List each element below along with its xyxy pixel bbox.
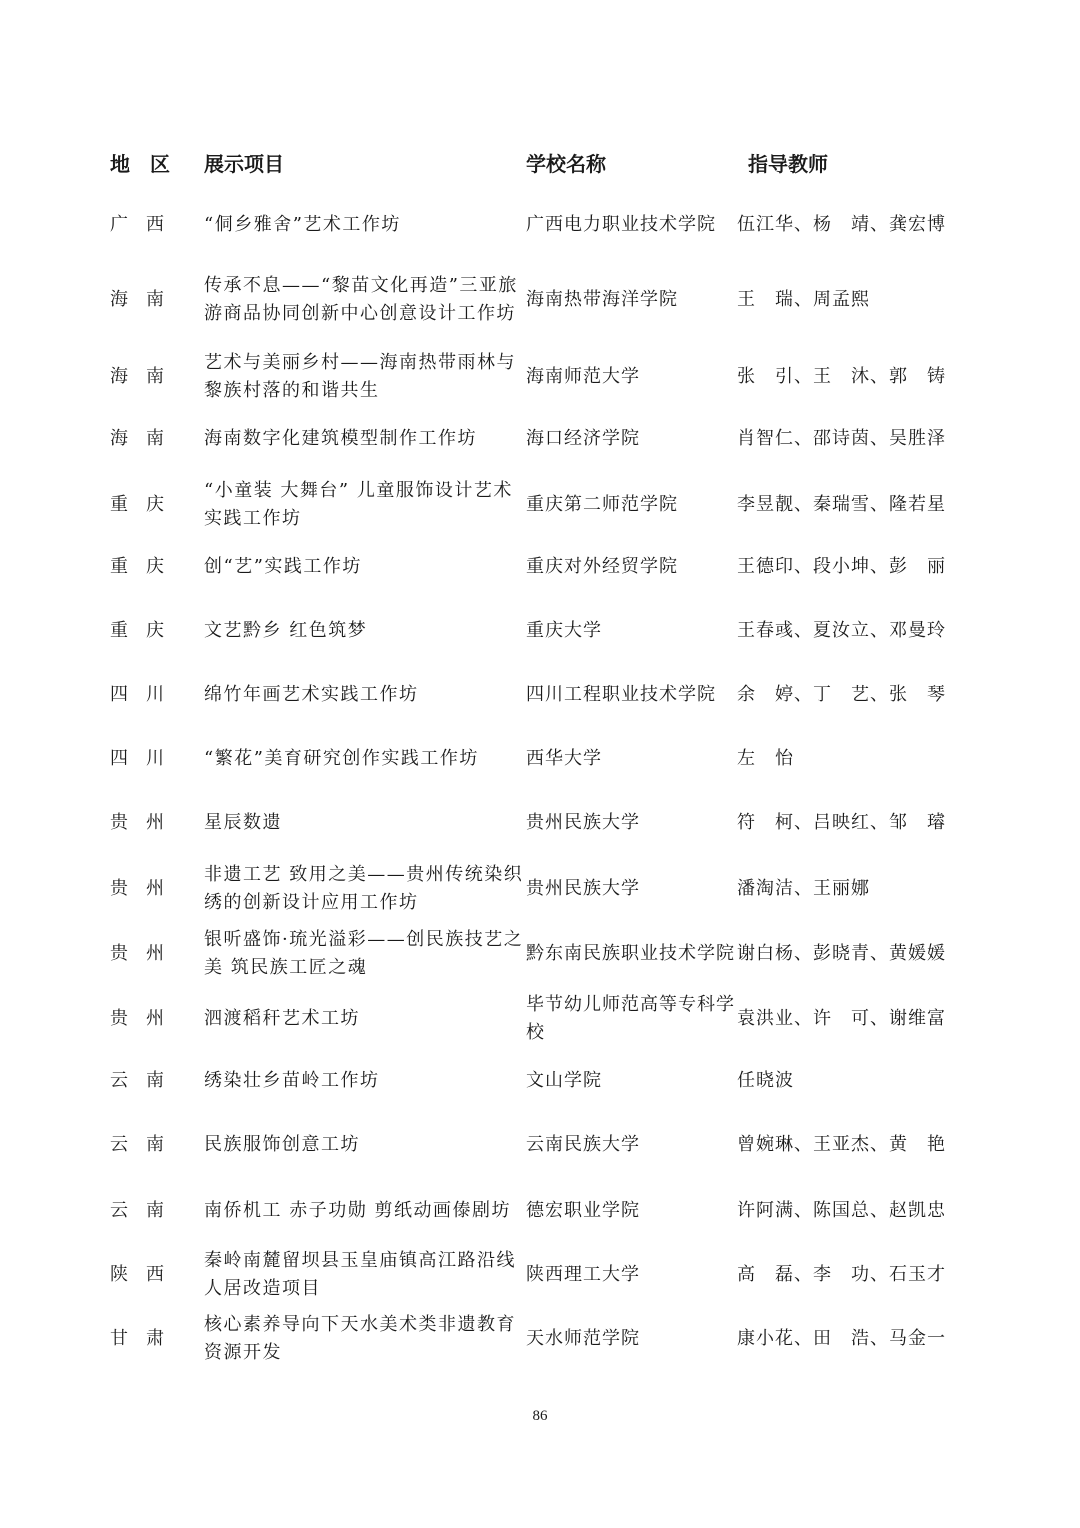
- cell-project: [204, 1124, 524, 1166]
- table-row: [0, 257, 1080, 343]
- cell-region-text: 重 庆: [110, 494, 164, 515]
- cell-teachers-text: 肖智仁、邵诗茵、吴胜泽: [737, 428, 946, 449]
- cell-school-text: 重庆对外经贸学院: [526, 556, 678, 577]
- cell-teachers: [737, 674, 967, 716]
- table-header: [0, 142, 1080, 182]
- cell-region-text: 贵 州: [110, 878, 164, 899]
- table-row: [0, 860, 1080, 918]
- cell-region-text: 贵 州: [110, 1008, 164, 1029]
- cell-project-text: “侗乡雅舍”艺术工作坊: [204, 214, 401, 235]
- cell-school: [526, 1182, 736, 1240]
- cell-region: [110, 207, 200, 243]
- cell-teachers-text: 袁洪业、许 可、谢维富: [737, 1008, 946, 1029]
- cell-project: [204, 418, 524, 460]
- table-row: [0, 546, 1080, 588]
- header-school: 学校名称: [526, 152, 606, 176]
- cell-school-text: 海口经济学院: [526, 428, 640, 449]
- cell-region-text: 海 南: [110, 428, 164, 449]
- cell-school-text: 海南热带海洋学院: [526, 289, 678, 310]
- cell-teachers-text: 高 磊、李 功、石玉才: [737, 1264, 946, 1285]
- cell-region-text: 云 南: [110, 1070, 164, 1091]
- table-row: [0, 1246, 1080, 1304]
- cell-region: [110, 476, 200, 534]
- table-row: [0, 348, 1080, 406]
- cell-project: [204, 348, 524, 406]
- cell-region: [110, 1246, 200, 1304]
- cell-project-text: 文艺黔乡 红色筑梦: [204, 620, 368, 641]
- header-project: 展示项目: [204, 152, 284, 176]
- cell-school-text: 天水师范学院: [526, 1328, 640, 1349]
- cell-school-text: 贵州民族大学: [526, 812, 640, 833]
- cell-teachers-text: 谢白杨、彭晓青、黄媛媛: [737, 943, 946, 964]
- cell-region-text: 海 南: [110, 289, 164, 310]
- cell-project-text: 泗渡稻秆艺术工坊: [204, 1008, 360, 1029]
- cell-school-text: 陕西理工大学: [526, 1264, 640, 1285]
- cell-teachers: [737, 802, 967, 844]
- cell-school: [526, 1124, 736, 1166]
- cell-teachers: [737, 738, 967, 780]
- page-number: 86: [532, 1408, 548, 1424]
- cell-teachers: [737, 1182, 967, 1240]
- cell-project-text: “繁花”美育研究创作实践工作坊: [204, 748, 479, 769]
- cell-region-text: 重 庆: [110, 556, 164, 577]
- cell-region: [110, 738, 200, 780]
- cell-school: [526, 802, 736, 844]
- cell-teachers-text: 王 瑞、周孟熙: [737, 289, 870, 310]
- cell-teachers: [737, 418, 967, 460]
- cell-school-text: 重庆大学: [526, 620, 602, 641]
- cell-teachers: [737, 546, 967, 588]
- table-row: [0, 738, 1080, 780]
- table-row: [0, 610, 1080, 652]
- cell-project-text: 民族服饰创意工坊: [204, 1134, 360, 1155]
- cell-teachers: [737, 860, 967, 918]
- cell-school: [526, 476, 736, 534]
- cell-project: [204, 802, 524, 844]
- cell-region: [110, 924, 200, 984]
- table-row: [0, 1310, 1080, 1368]
- cell-teachers-text: 张 引、王 沐、郭 铸: [737, 366, 946, 387]
- cell-region: [110, 1060, 200, 1102]
- cell-school-text: 广西电力职业技术学院: [526, 214, 716, 235]
- table-row: [0, 990, 1080, 1048]
- cell-project: [204, 1060, 524, 1102]
- table-row: [0, 924, 1080, 984]
- cell-project: [204, 860, 524, 918]
- cell-region-text: 云 南: [110, 1200, 164, 1221]
- cell-region: [110, 546, 200, 588]
- table-row: [0, 476, 1080, 534]
- cell-teachers: [737, 348, 967, 406]
- cell-school-text: 黔东南民族职业技术学院: [526, 943, 735, 964]
- cell-region-text: 四 川: [110, 684, 164, 705]
- cell-teachers-text: 潘淘洁、王丽娜: [737, 878, 870, 899]
- cell-teachers: [737, 610, 967, 652]
- table-row: [0, 802, 1080, 844]
- cell-teachers: [737, 476, 967, 534]
- cell-region-text: 海 南: [110, 366, 164, 387]
- cell-teachers-text: 许阿满、陈国总、赵凯忠: [737, 1200, 946, 1221]
- cell-project: [204, 738, 524, 780]
- cell-teachers-text: 王德印、段小坤、彭 丽: [737, 556, 946, 577]
- cell-project-text: 艺术与美丽乡村——海南热带雨林与黎族村落的和谐共生: [204, 352, 516, 401]
- cell-school-text: 文山学院: [526, 1070, 602, 1091]
- cell-teachers-text: 余 婷、丁 艺、张 琴: [737, 684, 946, 705]
- cell-region-text: 贵 州: [110, 943, 164, 964]
- cell-project-text: 传承不息——“黎苗文化再造”三亚旅游商品协同创新中心创意设计工作坊: [204, 275, 518, 324]
- cell-project: [204, 1246, 524, 1304]
- cell-region: [110, 990, 200, 1048]
- cell-project: [204, 674, 524, 716]
- cell-region-text: 重 庆: [110, 620, 164, 641]
- cell-project-text: 创“艺”实践工作坊: [204, 556, 362, 577]
- cell-teachers: [737, 1060, 967, 1102]
- cell-project: [204, 207, 524, 243]
- cell-school: [526, 924, 736, 984]
- cell-region: [110, 674, 200, 716]
- cell-teachers-text: 李昱靓、秦瑞雪、隆若星: [737, 494, 946, 515]
- cell-school: [526, 1310, 736, 1368]
- cell-project: [204, 610, 524, 652]
- cell-school: [526, 1246, 736, 1304]
- cell-project-text: 海南数字化建筑模型制作工作坊: [204, 428, 477, 449]
- cell-region: [110, 802, 200, 844]
- cell-teachers: [737, 257, 967, 343]
- cell-school-text: 四川工程职业技术学院: [526, 684, 716, 705]
- cell-region: [110, 1124, 200, 1166]
- cell-region: [110, 1310, 200, 1368]
- cell-project-text: 绵竹年画艺术实践工作坊: [204, 684, 419, 705]
- cell-teachers-text: 任晓波: [737, 1070, 794, 1091]
- cell-region: [110, 348, 200, 406]
- cell-school: [526, 1060, 736, 1102]
- cell-teachers-text: 王春彧、夏汝立、邓曼玲: [737, 620, 946, 641]
- cell-project: [204, 546, 524, 588]
- cell-project: [204, 990, 524, 1048]
- cell-project-text: 秦岭南麓留坝县玉皇庙镇高江路沿线人居改造项目: [204, 1250, 516, 1299]
- cell-project-text: 南侨机工 赤子功勋 剪纸动画傣剧坊: [204, 1200, 511, 1221]
- cell-teachers: [737, 990, 967, 1048]
- cell-school-text: 贵州民族大学: [526, 878, 640, 899]
- cell-region-text: 四 川: [110, 748, 164, 769]
- table-row: [0, 1124, 1080, 1166]
- cell-school-text: 西华大学: [526, 748, 602, 769]
- cell-teachers: [737, 924, 967, 984]
- cell-school-text: 云南民族大学: [526, 1134, 640, 1155]
- header-teacher: 指导教师: [748, 152, 828, 176]
- cell-school: [526, 348, 736, 406]
- table-row: [0, 1060, 1080, 1102]
- cell-region-text: 陕 西: [110, 1264, 164, 1285]
- cell-project: [204, 924, 524, 984]
- cell-school: [526, 738, 736, 780]
- cell-teachers: [737, 1124, 967, 1166]
- cell-region: [110, 418, 200, 460]
- cell-project-text: 核心素养导向下天水美术类非遗教育资源开发: [204, 1314, 516, 1363]
- cell-teachers-text: 曾婉琳、王亚杰、黄 艳: [737, 1134, 946, 1155]
- cell-project-text: 银听盛饰·琉光溢彩——创民族技艺之美 筑民族工匠之魂: [204, 929, 524, 978]
- cell-teachers-text: 符 柯、吕映红、邹 璿: [737, 812, 946, 833]
- cell-school: [526, 990, 736, 1048]
- cell-school: [526, 257, 736, 343]
- cell-region: [110, 610, 200, 652]
- cell-teachers-text: 左 怡: [737, 748, 794, 769]
- cell-teachers: [737, 1310, 967, 1368]
- cell-region-text: 广 西: [110, 214, 164, 235]
- cell-region: [110, 1182, 200, 1240]
- cell-project: [204, 1310, 524, 1368]
- cell-teachers: [737, 1246, 967, 1304]
- cell-project: [204, 476, 524, 534]
- cell-teachers-text: 伍江华、杨 靖、龚宏博: [737, 214, 946, 235]
- cell-school: [526, 546, 736, 588]
- cell-teachers-text: 康小花、田 浩、马金一: [737, 1328, 946, 1349]
- cell-region: [110, 257, 200, 343]
- cell-project: [204, 1182, 524, 1240]
- cell-school-text: 德宏职业学院: [526, 1200, 640, 1221]
- cell-school: [526, 418, 736, 460]
- cell-teachers: [737, 207, 967, 243]
- cell-project-text: 非遗工艺 致用之美——贵州传统染织绣的创新设计应用工作坊: [204, 864, 524, 913]
- cell-school: [526, 610, 736, 652]
- cell-school-text: 毕节幼儿师范高等专科学校: [526, 994, 735, 1043]
- table-row: [0, 1182, 1080, 1240]
- cell-project-text: “小童装 大舞台” 儿童服饰设计艺术实践工作坊: [204, 480, 513, 529]
- cell-project-text: 绣染壮乡苗岭工作坊: [204, 1070, 380, 1091]
- cell-region-text: 贵 州: [110, 812, 164, 833]
- cell-school: [526, 207, 736, 243]
- cell-project: [204, 257, 524, 343]
- table-row: [0, 418, 1080, 460]
- table-row: [0, 674, 1080, 716]
- cell-region: [110, 860, 200, 918]
- cell-region-text: 云 南: [110, 1134, 164, 1155]
- cell-school-text: 重庆第二师范学院: [526, 494, 678, 515]
- table-row: [0, 207, 1080, 243]
- cell-region-text: 甘 肃: [110, 1328, 164, 1349]
- cell-project-text: 星辰数遗: [204, 812, 282, 833]
- cell-school: [526, 860, 736, 918]
- header-region: 地 区: [110, 152, 170, 176]
- cell-school-text: 海南师范大学: [526, 366, 640, 387]
- cell-school: [526, 674, 736, 716]
